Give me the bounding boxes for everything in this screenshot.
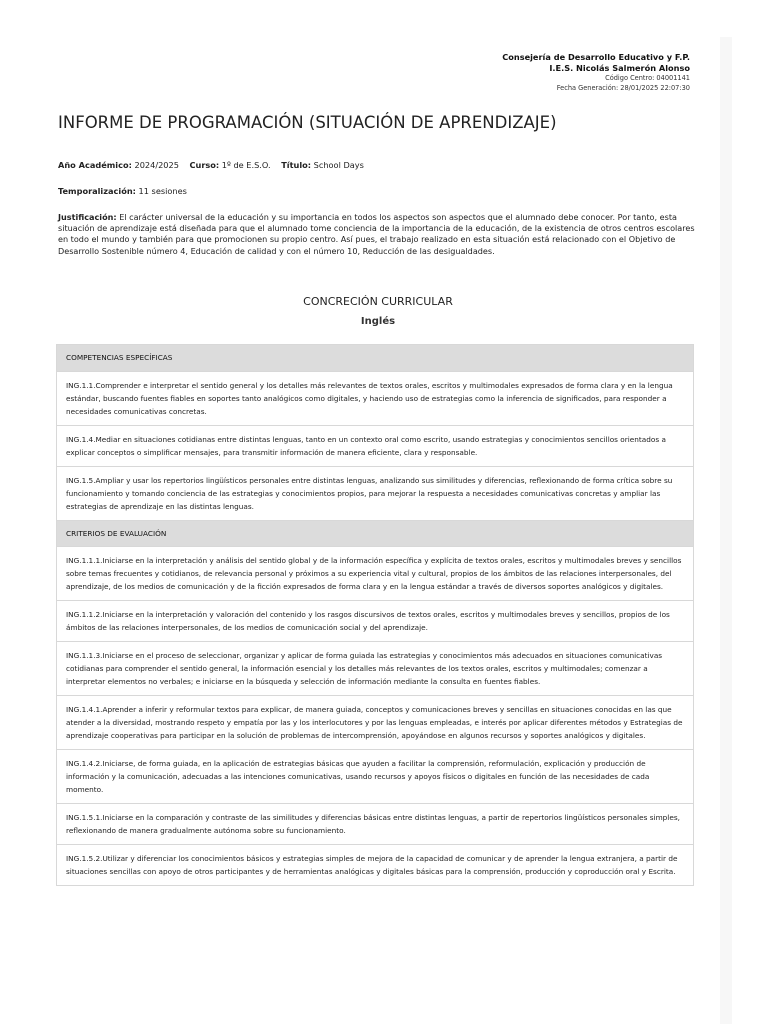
criterio-item: ING.1.4.2.Iniciarse, de forma guiada, en la aplicación de estrategias básicas que ayuden a facilitar la comprensión, reformulación, explicación y producción de información y la comunicación, adecuadas a las intenciones comunicativas, usando recursos y apoyos físicos o digitales en función de las necesidades de cada momento. — [57, 749, 693, 803]
subject-name: Inglés — [360, 316, 396, 327]
course-label: Curso: — [189, 160, 220, 170]
title-label: Título: — [281, 160, 312, 170]
document-sheet — [36, 37, 720, 1024]
document-page — [36, 37, 732, 1024]
course-value: 1º de E.S.O. — [221, 160, 271, 170]
generation-date: Fecha Generación: 28/01/2025 22:07:30 — [556, 83, 690, 92]
criterios-header: CRITERIOS DE EVALUACIÓN — [57, 520, 693, 546]
criterio-item: ING.1.1.2.Iniciarse en la interpretación y valoración del contenido y los rasgos discursivos de textos orales, escritos y multimodales breves y sencillos, propios de los ámbitos de las relaciones interpersonales, de los medios de comunicación social y del aprendizaje. — [57, 600, 693, 641]
criterio-item: ING.1.5.2.Utilizar y diferenciar los conocimientos básicos y estrategias simples de mejora de la capacidad de comunicar y de aprender la lengua extranjera, a partir de situaciones sencillas con apoyo de otros participantes y de herramientas analógicas y digitales básicas para la comprensión, producción y coproducción oral y Escrita. — [57, 844, 693, 885]
justification-label: Justificación: — [58, 212, 117, 222]
year-value: 2024/2025 — [134, 160, 179, 170]
criterio-item: ING.1.1.3.Iniciarse en el proceso de seleccionar, organizar y aplicar de forma guiada las estrategias y conocimientos más adecuados en situaciones comunicativas cotidianas para comprender el sentido general, la información esencial y los detalles más relevantes de los textos orales, escritos y multimodales; comenzar a interpretar elementos no verbales; e iniciarse en la búsqueda y selección de información mediante la consulta en fuentes fiables. — [57, 641, 693, 695]
institution-header — [502, 52, 690, 93]
competencia-item: ING.1.1.Comprender e interpretar el sentido general y los detalles más relevantes de textos orales, escritos y multimodales expresados de forma clara y en la lengua estándar, buscando fuentes fiables en soportes tanto analógicos como digitales, y haciendo uso de estrategias como la inferencia de significados, para responder a necesidades comunicativas concretas. — [57, 371, 693, 425]
criterio-item: ING.1.5.1.Iniciarse en la comparación y contraste de las similitudes y diferencias básicas entre distintas lenguas, a partir de repertorios lingüísticos personales simples, reflexionando de manera gradualmente autónoma sobre su funcionamiento. — [57, 803, 693, 844]
center-code: Código Centro: 04001141 — [605, 74, 690, 82]
criterio-item: ING.1.4.1.Aprender a inferir y reformular textos para explicar, de manera guiada, conceptos y comunicaciones breves y sencillas en situaciones conocidas en las que atender a la diversidad, mostrando respeto y empatía por las y los interlocutores y por las lenguas empleadas, e interés por aplicar diferentes métodos y Estrategias de aprendizaje cooperativas para participar en la solución de problemas de intercomprensión, apoyándose en algunos recursos y soportes analógicos y digitales. — [57, 695, 693, 749]
timing-label: Temporalización: — [58, 186, 136, 196]
timing-value: 11 sesiones — [138, 186, 187, 196]
justification — [58, 212, 698, 257]
competencias-header: COMPETENCIAS ESPECÍFICAS — [57, 345, 693, 371]
section-title: CONCRECIÓN CURRICULAR — [303, 295, 453, 308]
org-name: Consejería de Desarrollo Educativo y F.P. — [502, 52, 690, 62]
curriculum-table — [56, 344, 694, 886]
report-title: INFORME DE PROGRAMACIÓN (SITUACIÓN DE APRENDIZAJE) — [58, 113, 557, 132]
justification-text: El carácter universal de la educación y su importancia en todos los aspectos son aspectos que el alumnado debe conocer. Por tanto, esta situación de aprendizaje está diseñada para que el alumnado tome conciencia de la importancia de la educación, de la existencia de otros centros escolares en todo el mundo y también para que promocionen su propio centro. Así pues, el trabajo realizado en esta situación está relacionado con el Objetivo de Desarrollo Sostenible número 4, Educación de calidad y con el número 10, Reducción de las desigualdades. — [58, 212, 695, 256]
criterio-item: ING.1.1.1.Iniciarse en la interpretación y análisis del sentido global y de la información específica y explícita de textos orales, escritos y multimodales breves y sencillos sobre temas frecuentes y cotidianos, de relevancia personal y próximos a su experiencia vital y cultural, propios de los ámbitos de las relaciones interpersonales, del aprendizaje, de los medios de comunicación y de la ficción expresados de forma clara y en la lengua estándar a través de diversos soportes analógicos y digitales. — [57, 546, 693, 600]
title-value: School Days — [313, 160, 364, 170]
competencia-item: ING.1.5.Ampliar y usar los repertorios lingüísticos personales entre distintas lenguas, analizando sus similitudes y diferencias, reflexionando de forma crítica sobre su funcionamiento y tomando conciencia de las estrategias y conocimientos propios, para mejorar la respuesta a necesidades comunicativas concretas y ampliar las estrategias de aprendizaje en las distintas lenguas. — [57, 466, 693, 520]
year-label: Año Académico: — [58, 160, 132, 170]
school-name: I.E.S. Nicolás Salmerón Alonso — [549, 63, 690, 73]
competencia-item: ING.1.4.Mediar en situaciones cotidianas entre distintas lenguas, tanto en un contexto oral como escrito, usando estrategias y conocimientos sencillos orientados a explicar conceptos o simplificar mensajes, para transmitir información de manera eficiente, clara y responsable. — [57, 425, 693, 466]
timing-line — [58, 186, 187, 196]
academic-info-line — [58, 160, 364, 170]
